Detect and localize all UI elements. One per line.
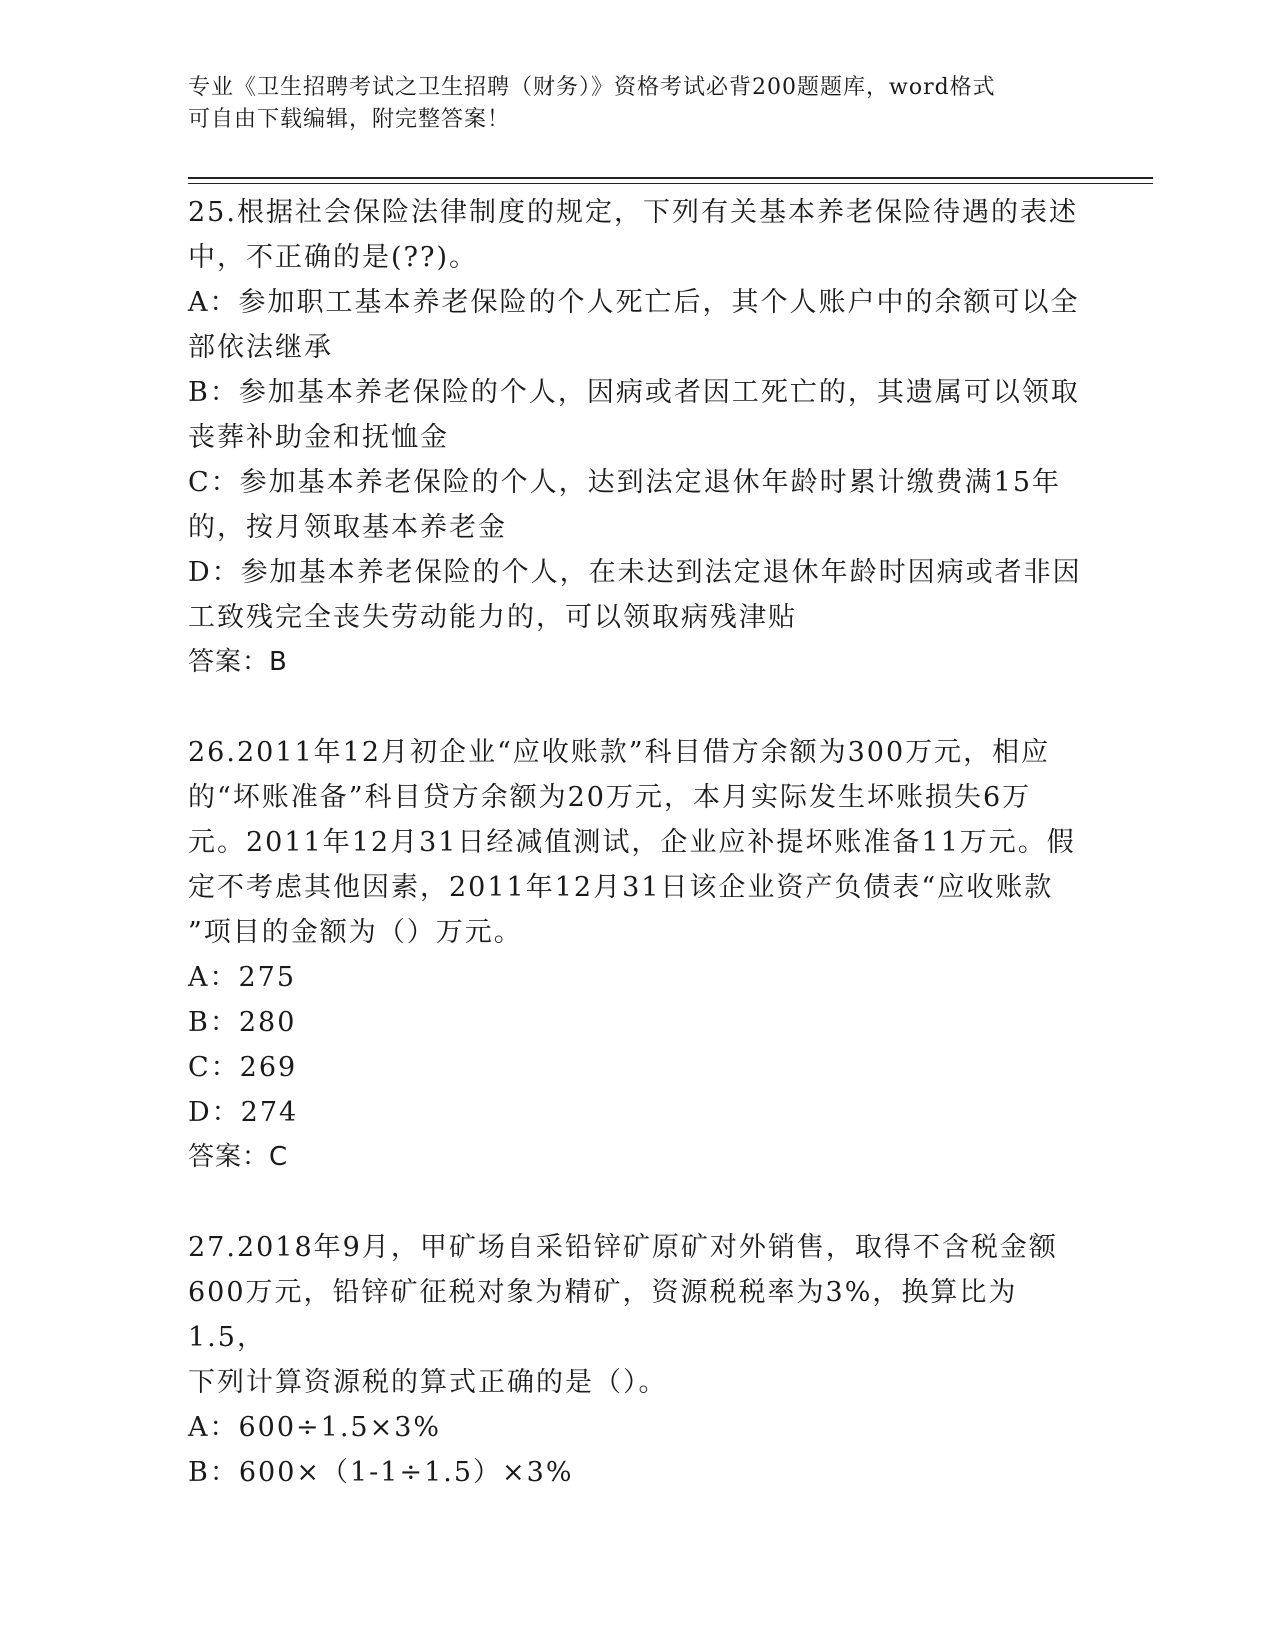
question-stem: 27.2018年9月，甲矿场自采铅锌矿原矿对外销售，取得不含税金额 600万元，铅锌矿征税对象为精矿，资源税税率为3%，换算比为1.5， 下列计算资源税的算式正确的是（）。: [188, 1232, 1058, 1398]
question-25: [188, 190, 1088, 685]
question-list: [188, 190, 1088, 1540]
option-b: B：参加基本养老保险的个人，因病或者因工死亡的，其遗属可以领取 丧葬补助金和抚恤金: [188, 377, 1080, 453]
answer-line: 答案：B: [188, 647, 288, 677]
header-rule-thin: [188, 183, 1153, 184]
answer-line: 答案：C: [188, 1142, 289, 1172]
question-stem: 26.2011年12月初企业“应收账款”科目借方余额为300万元，相应 的“坏账准备”科目贷方余额为20万元，本月实际发生坏账损失6万 元。2011年12月31日经减值测试，企业应补提坏账准备11万元。假 定不考虑其他因素，2011年12月31日该企业资产负债表“应收账款 ”项目的金额为（）万元。: [188, 737, 1076, 948]
option-c: C：269: [188, 1052, 298, 1083]
option-a: A：参加职工基本养老保险的个人死亡后，其个人账户中的余额可以全 部依法继承: [188, 287, 1080, 363]
question-26: [188, 730, 1088, 1180]
document-header: 专业《卫生招聘考试之卫生招聘（财务）》资格考试必背200题题库，word格式 可自由下载编辑，附完整答案！: [188, 75, 996, 132]
option-a: A：275: [188, 962, 297, 993]
header-rule-thick: [188, 177, 1153, 179]
option-d: D：参加基本养老保险的个人，在未达到法定退休年龄时因病或者非因 工致残完全丧失劳动能力的，可以领取病残津贴: [188, 557, 1082, 633]
option-a: A：600÷1.5×3%: [188, 1412, 442, 1443]
option-b: B：600×（1-1÷1.5）×3%: [188, 1457, 574, 1488]
option-c: C：参加基本养老保险的个人，达到法定退休年龄时累计缴费满15年 的，按月领取基本养老金: [188, 467, 1062, 543]
option-b: B：280: [188, 1007, 297, 1038]
option-d: D：274: [188, 1097, 299, 1128]
question-27: [188, 1225, 1088, 1495]
question-stem: 25.根据社会保险法律制度的规定，下列有关基本养老保险待遇的表述 中，不正确的是(??)。: [188, 197, 1078, 273]
